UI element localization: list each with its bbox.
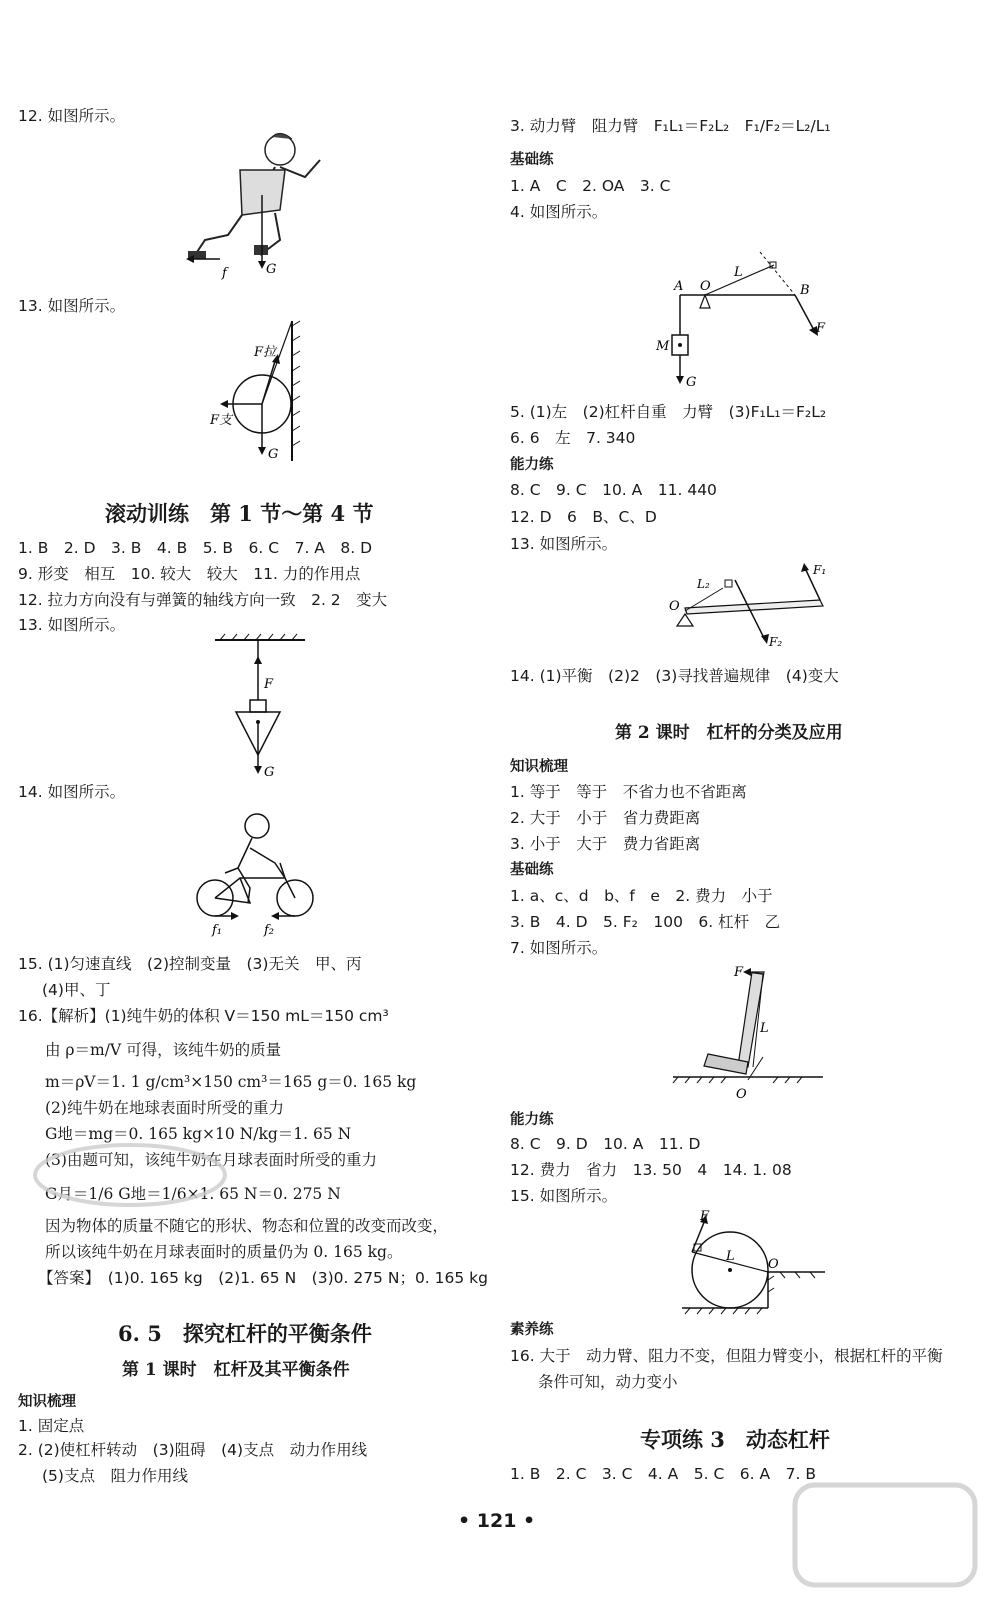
gd-line-17: 【答案】 (1)0. 165 kg (2)1. 65 N (3)0. 275 N；0. 165 kg (38, 1269, 488, 1287)
m-label: M (656, 339, 670, 354)
f-la-label: F拉 (254, 345, 277, 360)
gd-line-16: 所以该纯牛奶在月球表面时的质量仍为 0. 165 kg。 (45, 1243, 403, 1261)
f-label-2: F (264, 677, 274, 692)
r-line-15: 7. 如图所示。 (510, 939, 608, 957)
hanging-weight-figure (210, 630, 310, 780)
r-line-9: 14. (1)平衡 (2)2 (3)寻找普遍规律 (4)变大 (510, 667, 839, 685)
heading-suyang: 素养练 (510, 1322, 554, 1338)
heading-nengli-1: 能力练 (510, 457, 554, 473)
r-line-1: 3. 动力臂 阻力臂 F₁L₁＝F₂L₂ F₁/F₂＝L₂/L₁ (510, 117, 831, 135)
s65-line-2: 2. (2)使杠杆转动 (3)阻碍 (4)支点 动力作用线 (18, 1441, 368, 1459)
gd-line-3: 12. 拉力方向没有与弹簧的轴线方向一致 2. 2 变大 (18, 591, 388, 609)
o-label: O (700, 279, 711, 294)
f1-label: f₁ (212, 923, 223, 938)
f-zhi-label: F支 (210, 413, 233, 428)
gd-line-9: 由 ρ＝m/V 可得，该纯牛奶的质量 (45, 1041, 282, 1059)
gd-line-1: 1. B 2. D 3. B 4. B 5. B 6. C 7. A 8. D (18, 539, 373, 557)
s65-line-1: 1. 固定点 (18, 1417, 85, 1435)
f2-label: f₂ (264, 923, 275, 938)
r-line-21: 1. B 2. C 3. C 4. A 5. C 6. A 7. B (510, 1465, 816, 1483)
r-line-19: 16. 大于 动力臂、阻力不变，但阻力臂变小，根据杠杆的平衡 (510, 1347, 943, 1365)
f1-label-2: F₁ (813, 563, 827, 577)
g-label: G (266, 262, 277, 277)
f-label-4: F (734, 965, 744, 980)
bicycle-figure (190, 808, 330, 938)
r-line-6: 8. C 9. C 10. A 11. 440 (510, 481, 717, 499)
subsection-title-lesson2: 第 2 课时 杠杆的分类及应用 (615, 723, 843, 743)
g-label-2: G (268, 447, 279, 462)
heading-nengli-2: 能力练 (510, 1112, 554, 1128)
r-line-13: 1. a、c、d b、f e 2. 费力 小于 (510, 887, 773, 905)
g-label-3: G (264, 765, 275, 780)
f-label: f (222, 266, 227, 281)
f-label-3: F (816, 321, 826, 336)
r-line-18: 15. 如图所示。 (510, 1187, 618, 1205)
heading-zhishi-2: 知识梳理 (510, 759, 568, 775)
r-line-14: 3. B 4. D 5. F₂ 100 6. 杠杆 乙 (510, 913, 781, 931)
watermark-left (30, 1140, 230, 1225)
a-label: A (674, 279, 684, 294)
gd-line-7: (4)甲、丁 (42, 981, 111, 999)
section-title-zhuanxiang: 专项练 3 动态杠杆 (640, 1427, 830, 1452)
l-label: L (734, 265, 743, 280)
crowbar-figure-7 (668, 962, 828, 1102)
s65-line-3: (5)支点 阻力作用线 (42, 1467, 188, 1485)
gd-line-6: 15. (1)匀速直线 (2)控制变量 (3)无关 甲、丙 (18, 955, 362, 973)
watermark-logo (790, 1480, 980, 1594)
r-line-17: 12. 费力 省力 13. 50 4 14. 1. 08 (510, 1161, 792, 1179)
gd-line-10: m＝ρV＝1. 1 g/cm³×150 cm³＝165 g＝0. 165 kg (45, 1073, 417, 1091)
r-line-8: 13. 如图所示。 (510, 535, 618, 553)
gd-line-15: 因为物体的质量不随它的形状、物态和位置的改变而改变， (45, 1217, 449, 1235)
gd-line-8: 16.【解析】(1)纯牛奶的体积 V＝150 mL＝150 cm³ (18, 1007, 389, 1025)
r-line-12: 3. 小于 大于 费力省距离 (510, 835, 701, 853)
b-label: B (800, 283, 810, 298)
g-label-4: G (686, 375, 697, 390)
q13-label: 13. 如图所示。 (18, 297, 126, 315)
gd-line-13: (3)由题可知，该纯牛奶在月球表面时所受的重力 (45, 1151, 377, 1169)
page-number: • 121 • (458, 1510, 536, 1532)
wheel-step-figure-15 (680, 1210, 830, 1320)
r-line-3: 4. 如图所示。 (510, 203, 608, 221)
gd-line-2: 9. 形变 相互 10. 较大 较大 11. 力的作用点 (18, 565, 361, 583)
section-title-gundong: 滚动训练 第 1 节～第 4 节 (105, 501, 374, 526)
lever-figure-4 (650, 250, 840, 395)
r-line-2: 1. A C 2. OA 3. C (510, 177, 671, 195)
runner-figure (180, 125, 340, 285)
o-label-3: O (736, 1087, 747, 1102)
o-label-4: O (768, 1257, 779, 1272)
l-label-3: L (726, 1249, 735, 1264)
gd-line-12: G地＝mg＝0. 165 kg×10 N/kg＝1. 65 N (45, 1125, 352, 1143)
r-line-5: 6. 6 左 7. 340 (510, 429, 636, 447)
f-label-5: F (700, 1210, 710, 1224)
r-line-10: 1. 等于 等于 不省力也不省距离 (510, 783, 747, 801)
r-line-4: 5. (1)左 (2)杠杆自重 力臂 (3)F₁L₁＝F₂L₂ (510, 403, 827, 421)
l-label-2: L (760, 1021, 769, 1036)
r-line-7: 12. D 6 B、C、D (510, 508, 657, 526)
r-line-11: 2. 大于 小于 省力费距离 (510, 809, 701, 827)
heading-zhishi: 知识梳理 (18, 1394, 76, 1410)
gd-line-11: (2)纯牛奶在地球表面时所受的重力 (45, 1099, 284, 1117)
o-label-2: O (669, 599, 680, 614)
heading-jichu-2: 基础练 (510, 862, 554, 878)
l2-label: L₂ (697, 577, 710, 591)
section-title-6-5: 6. 5 探究杠杆的平衡条件 (118, 1321, 372, 1346)
f2-label-2: F₂ (769, 635, 783, 649)
subsection-title-lesson1: 第 1 课时 杠杆及其平衡条件 (122, 1360, 350, 1380)
heading-jichu-1: 基础练 (510, 152, 554, 168)
r-line-20: 条件可知，动力变小 (538, 1373, 678, 1391)
gd-line-14: G月＝1/6 G地＝1/6×1. 65 N＝0. 275 N (45, 1185, 341, 1203)
ball-wall-figure (200, 316, 310, 466)
r-line-16: 8. C 9. D 10. A 11. D (510, 1135, 701, 1153)
q12-label: 12. 如图所示。 (18, 107, 126, 125)
gd-line-5: 14. 如图所示。 (18, 783, 126, 801)
lever-figure-13 (665, 560, 845, 660)
gd-line-4: 13. 如图所示。 (18, 616, 126, 634)
